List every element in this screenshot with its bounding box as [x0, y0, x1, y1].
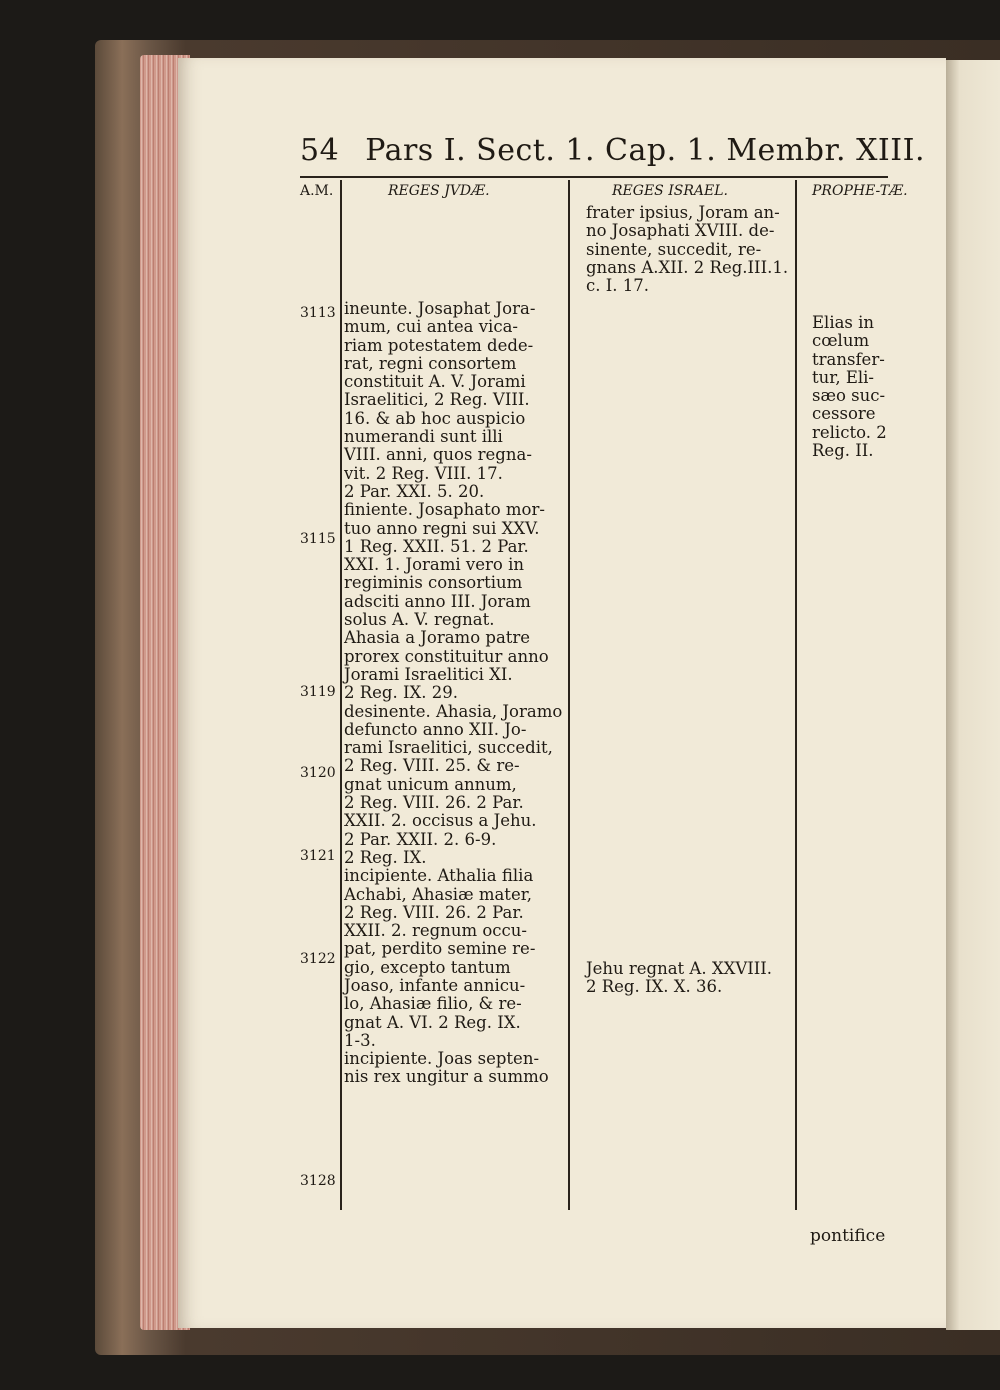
text-line: cœlum	[812, 331, 870, 351]
year-label: 3122	[300, 951, 336, 967]
text-line: prorex constituitur anno	[344, 646, 549, 666]
text-line: Achabi, Ahasiæ mater,	[344, 884, 533, 904]
text-line: 2 Reg. VIII. 26. 2 Par.	[344, 902, 524, 922]
year-label: 3113	[300, 305, 336, 321]
text-line: 2 Reg. VIII. 25. & re-	[344, 756, 520, 776]
year-label: 3120	[300, 765, 336, 781]
text-line: XXI. 1. Jorami vero in	[344, 555, 524, 575]
column-rule-am	[340, 180, 342, 1210]
text-line: Jehu regnat A. XXVIII.	[586, 959, 773, 978]
text-line: Jorami Israelitici XI.	[344, 664, 513, 684]
text-line: gnat A. VI. 2 Reg. IX.	[344, 1012, 521, 1032]
text-line: 2 Reg. VIII. 26. 2 Par.	[344, 793, 524, 813]
col-head-am: A.M.	[300, 183, 334, 199]
text-line: transfer-	[812, 349, 885, 369]
header-rule	[300, 176, 888, 178]
text-line: VIII. anni, quos regna-	[344, 445, 532, 465]
text-line: Ahasia a Joramo patre	[344, 628, 531, 648]
text-line: tur, Eli-	[812, 367, 874, 387]
text-line: 2 Par. XXII. 2. 6-9.	[344, 829, 497, 849]
text-line: XXII. 2. regnum occu-	[344, 921, 527, 941]
column-rule-judah	[568, 180, 570, 1210]
running-title: Pars I. Sect. 1. Cap. 1. Membr. XIII.	[365, 133, 926, 168]
text-line: lo, Ahasiæ filio, & re-	[344, 994, 522, 1014]
facing-page-edge	[946, 60, 1000, 1330]
israel-text-joram	[586, 204, 791, 295]
text-line: pat, perdito semine re-	[344, 939, 536, 959]
text-line: cessore	[812, 404, 876, 424]
text-line: desinente. Ahasia, Joramo	[344, 701, 563, 721]
year-label: 3119	[300, 684, 336, 700]
text-line: 1-3.	[344, 1030, 376, 1050]
text-line: adsciti anno III. Joram	[344, 591, 531, 611]
text-line: nis rex ungitur a summo	[344, 1067, 549, 1087]
catchword: pontifice	[810, 1226, 886, 1246]
text-line: rat, regni consortem	[344, 353, 517, 373]
text-line: defuncto anno XII. Jo-	[344, 719, 527, 739]
text-line: vit. 2 Reg. VIII. 17.	[344, 463, 503, 483]
text-line: tuo anno regni sui XXV.	[344, 518, 540, 538]
text-line: gio, excepto tantum	[344, 957, 511, 977]
text-line: 1 Reg. XXII. 51. 2 Par.	[344, 536, 529, 556]
text-line: constituit A. V. Jorami	[344, 372, 526, 392]
text-line: no Josaphati XVIII. de-	[586, 221, 775, 241]
text-line: sinente, succedit, re-	[586, 239, 762, 259]
text-line: relicto. 2	[812, 422, 887, 442]
column-rule-israel	[795, 180, 797, 1210]
text-line: incipiente. Athalia filia	[344, 866, 534, 886]
text-line: riam potestatem dede-	[344, 335, 534, 355]
year-label: 3115	[300, 531, 336, 547]
text-line: c. I. 17.	[586, 276, 649, 296]
text-line: XXII. 2. occisus a Jehu.	[344, 811, 537, 831]
text-line: ineunte. Josaphat Jora-	[344, 299, 536, 318]
text-line: 2 Reg. IX. X. 36.	[586, 977, 723, 997]
text-line: Joaso, infante annicu-	[344, 975, 526, 995]
col-head-prophets: PROPHE-TÆ.	[812, 183, 908, 199]
running-header	[300, 130, 926, 172]
text-line: 16. & ab hoc auspicio	[344, 408, 526, 428]
text-line: numerandi sunt illi	[344, 427, 503, 447]
prophets-text	[812, 314, 912, 460]
text-line: mum, cui antea vica-	[344, 317, 518, 337]
year-label: 3128	[300, 1173, 336, 1189]
col-head-israel: REGES ISRAEL.	[612, 183, 728, 199]
text-line: regiminis consortium	[344, 573, 523, 593]
page-number: 54	[300, 133, 340, 168]
text-line: gnat unicum annum,	[344, 774, 517, 794]
text-line: 2 Reg. IX.	[344, 847, 427, 867]
text-line: rami Israelitici, succedit,	[344, 738, 553, 758]
text-line: finiente. Josaphato mor-	[344, 500, 545, 520]
text-line: Israelitici, 2 Reg. VIII.	[344, 390, 530, 410]
text-line: Reg. II.	[812, 441, 874, 461]
judah-text	[344, 300, 566, 1087]
text-line: incipiente. Joas septen-	[344, 1049, 540, 1069]
text-line: solus A. V. regnat.	[344, 610, 495, 630]
text-line: 2 Par. XXI. 5. 20.	[344, 481, 485, 501]
text-line: sæo suc-	[812, 386, 886, 406]
col-head-judah: REGES JVDÆ.	[388, 183, 490, 199]
text-line: gnans A.XII. 2 Reg.III.1.	[586, 257, 789, 277]
text-line: frater ipsius, Joram an-	[586, 203, 780, 222]
year-label: 3121	[300, 848, 336, 864]
israel-text-jehu	[586, 960, 791, 997]
text-line: 2 Reg. IX. 29.	[344, 683, 458, 703]
text-line: Elias in	[812, 313, 875, 332]
